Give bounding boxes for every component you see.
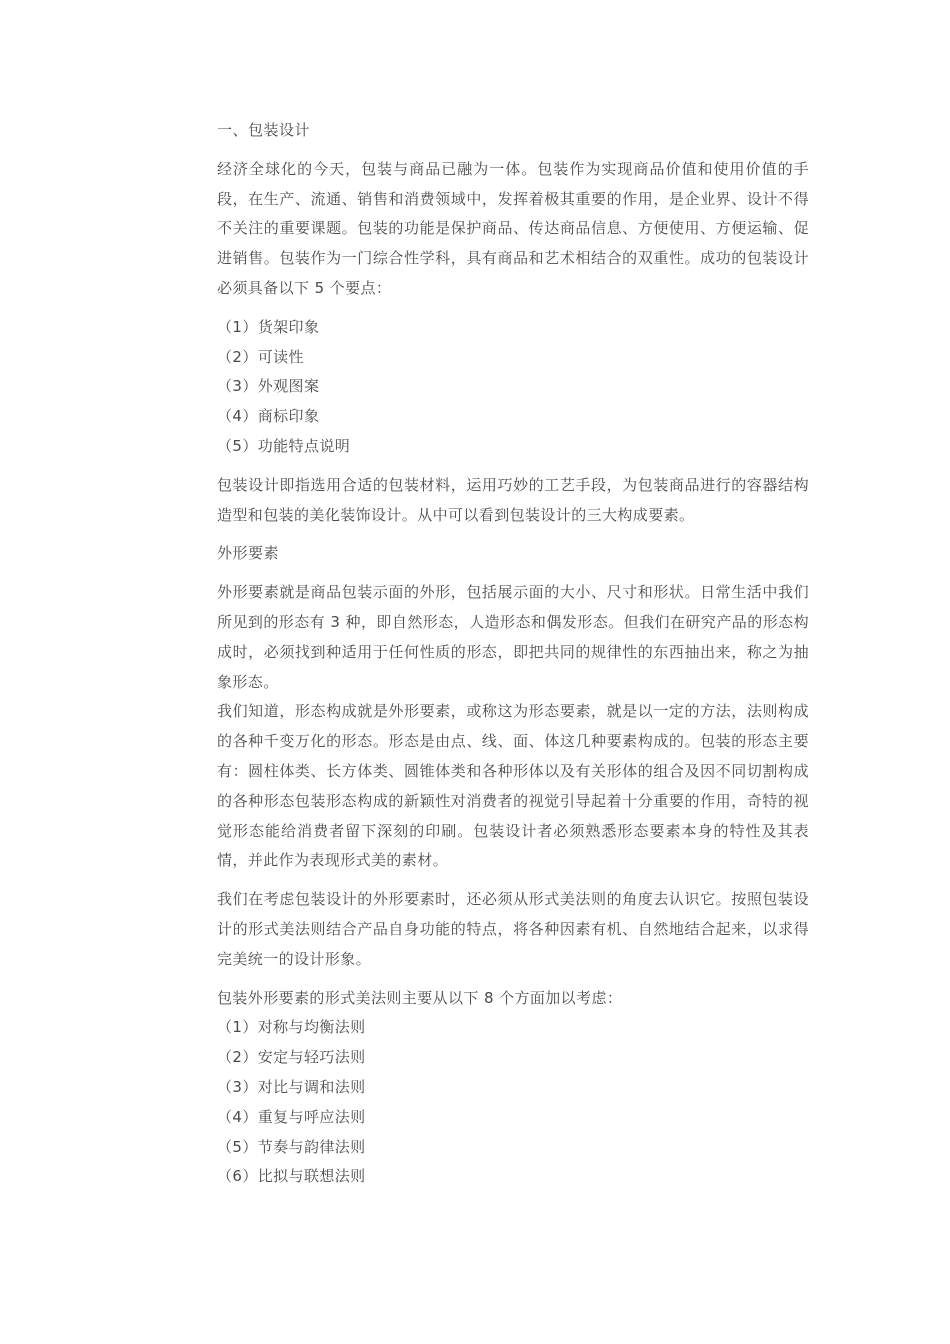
definition-paragraph: 包装设计即指选用合适的包装材料，运用巧妙的工艺手段，为包装商品进行的容器结构造型和包装的美化装饰设计。从中可以看到包装设计的三大构成要素。: [217, 475, 809, 524]
aesthetics-paragraph: 我们在考虑包装设计的外形要素时，还必须从形式美法则的角度去认识它。按照包装设计的形式美法则结合产品自身功能的特点，将各种因素有机、自然地结合起来，以求得完美统一的设计形象。: [217, 890, 809, 968]
list-item: （5）功能特点说明: [217, 436, 351, 455]
list-item: （5）节奏与韵律法则: [217, 1137, 366, 1156]
document-page: [217, 116, 809, 1201]
intro-paragraph: 经济全球化的今天，包装与商品已融为一体。包装作为实现商品价值和使用价值的手段，在生产、流通、销售和消费领域中，发挥着极其重要的作用，是企业界、设计不得不关注的重要课题。包装的功能是保护商品、传达商品信息、方便使用、方便运输、促进销售。包装作为一门综合性学科，具有商品和艺术相结合的双重性。成功的包装设计必须具备以下 5 个要点：: [217, 159, 809, 297]
list-item: （4）重复与呼应法则: [217, 1107, 366, 1126]
rules-intro-paragraph: 包装外形要素的形式美法则主要从以下 8 个方面加以考虑：: [217, 988, 623, 1007]
list-item: （1）对称与均衡法则: [217, 1018, 366, 1037]
section-heading: 一、包装设计: [217, 121, 311, 139]
rules-list: [217, 1013, 809, 1192]
list-item: （1）货架印象: [217, 317, 320, 336]
list-item: （3）对比与调和法则: [217, 1077, 366, 1096]
key-points-list: [217, 313, 809, 462]
subsection-heading: 外形要素: [217, 544, 280, 563]
form-paragraph: 我们知道，形态构成就是外形要素，或称这为形态要素，就是以一定的方法，法则构成的各种千变万化的形态。形态是由点、线、面、体这几种要素构成的。包装的形态主要有：圆柱体类、长方体类、圆锥体类和各种形体以及有关形体的组合及因不同切割构成的各种形态包装形态构成的新颖性对消费者的视觉引导起着十分重要的作用，奇特的视觉形态能给消费者留下深刻的印刷。包装设计者必须熟悉形态要素本身的特性及其表情，并此作为表现形式美的素材。: [217, 702, 809, 870]
list-item: （3）外观图案: [217, 377, 320, 396]
list-item: （2）安定与轻巧法则: [217, 1048, 366, 1067]
list-item: （4）商标印象: [217, 407, 320, 426]
list-item: （2）可读性: [217, 347, 304, 366]
shape-paragraph: 外形要素就是商品包装示面的外形，包括展示面的大小、尺寸和形状。日常生活中我们所见到的形态有 3 种，即自然形态，人造形态和偶发形态。但我们在研究产品的形态构成时，必须找到种适用于任何性质的形态，即把共同的规律性的东西抽出来，称之为抽象形态。: [217, 583, 809, 691]
list-item: （6）比拟与联想法则: [217, 1167, 366, 1186]
